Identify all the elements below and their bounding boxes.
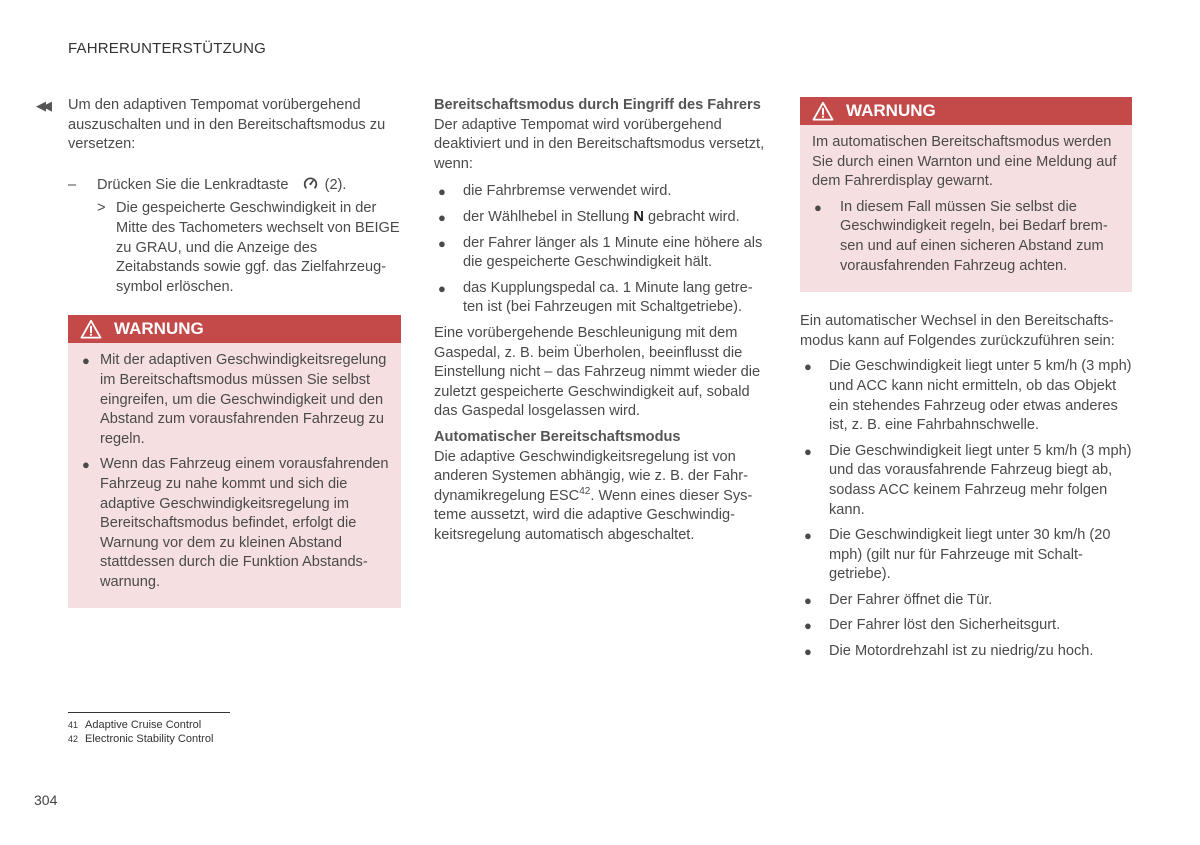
result-text: Die gespeicherte Geschwindigkeit in der Mitte des Tachometers wechselt von BEIGE zu GRAU, und die Anzeige des Zeitabstands sowie ggf. das Zielfahrzeugsymbol erlöschen. — [116, 200, 400, 295]
intro-paragraph: Um den adaptiven Tempomat vorübergehend auszuschalten und in den Bereitschaftsmodus zu versetzen: — [68, 97, 386, 153]
footnote-ref[interactable]: 42 — [579, 485, 591, 497]
list-item: ● Die Geschwindigkeit liegt unter 30 km/h (20 mph) (gilt nur für Fahrzeuge mit Schaltgetriebe). — [804, 527, 1111, 583]
warning-header — [800, 97, 1132, 125]
footnote: 41 Adaptive Cruise Control — [68, 719, 202, 731]
page-header: FAHRERUNTERSTÜTZUNG — [68, 40, 266, 57]
reason-list — [800, 357, 1132, 661]
bullet-icon: ● — [82, 457, 90, 473]
warning-triangle-icon — [80, 319, 102, 339]
paragraph: Eine vorübergehende Beschleunigung mit dem Gaspedal, z. B. beim Überholen, beeinflusst die Einstellung nicht – das Fahrzeug nimmt wieder die zuletzt gespeicherte Geschwindigkeit auf, sobald das Gaspedal losgelassen wird. — [434, 324, 761, 420]
gear-position-n: N — [633, 208, 644, 225]
warning-list — [80, 351, 391, 592]
step-text: Drücken Sie die Lenkradtaste — [97, 176, 289, 193]
continued-marker: ◀◀ — [36, 98, 48, 113]
paragraph: Ein automatischer Wechsel in den Bereitschaftsmodus kann auf Folgendes zurückzuführen sein: — [800, 313, 1115, 349]
warning-title: WARNUNG — [846, 101, 936, 120]
list-item: ● Die Geschwindigkeit liegt unter 5 km/h (3 mph) und das vorausfahrende Fahrzeug biegt ab, sodass ACC keinem Fahrzeug mehr folgen kann. — [804, 442, 1132, 518]
list-item: ● Der Fahrer löst den Sicherheitsgurt. — [800, 616, 1132, 636]
step-reference: (2). — [324, 176, 347, 193]
bullet-icon: ● — [438, 235, 446, 251]
bullet-icon: ● — [438, 184, 446, 200]
list-item: ● Mit der adaptiven Geschwindigkeitsregelung im Bereitschaftsmodus müssen Sie selbst eingreifen, um die Geschwindigkeit und den Abstand zum vorausfahrenden Fahrzeug zu regeln. — [82, 352, 387, 447]
warning-header — [68, 315, 401, 343]
bullet-icon: ● — [804, 618, 812, 634]
column-3 — [800, 96, 1132, 668]
warning-body — [800, 125, 1132, 276]
warning-body — [68, 343, 401, 592]
list-item: ● das Kupplungspedal ca. 1 Minute lang getreten ist (bei Fahrzeugen mit Schaltgetriebe). — [438, 279, 753, 316]
list-item: ● Die Motordrehzahl ist zu niedrig/zu hoch. — [800, 642, 1132, 662]
list-item: ● Die Geschwindigkeit liegt unter 5 km/h (3 mph) und ACC kann nicht ermitteln, ob das Objekt ein stehendes Fahrzeug oder etwas anderes ist, z. B. eine Fahrbahnschwelle. — [804, 358, 1132, 434]
list-item: ● Der Fahrer öffnet die Tür. — [800, 591, 1132, 611]
result-marker: > — [97, 200, 106, 217]
bullet-icon: ● — [804, 644, 812, 660]
warning-box — [68, 315, 401, 608]
footnotes — [68, 712, 230, 746]
step-result — [68, 199, 401, 297]
warning-intro: Im automatischen Bereitschaftsmodus werden Sie durch einen Warnton und eine Meldung auf dem Fahrerdisplay gewarnt. — [812, 134, 1117, 190]
column-2 — [434, 96, 768, 545]
paragraph: Die adaptive Geschwindigkeitsregelung ist von anderen Systemen abhängig, wie z. B. der Fahrdynamikregelung ESC$^{42}$. Wenn eines dieser Systeme aussetzt, wird die adaptive Geschwindigkeitsregelung automatisch abgeschaltet. — [434, 448, 753, 543]
condition-list — [434, 182, 768, 318]
bullet-icon: ● — [438, 280, 446, 296]
instruction-step — [68, 176, 401, 196]
section-heading: Bereitschaftsmodus durch Eingriff des Fahrers — [434, 97, 761, 113]
section-heading: Automatischer Bereitschaftsmodus — [434, 428, 681, 445]
steering-wheel-button-icon — [303, 176, 318, 191]
footnote: 42 Electronic Stability Control — [68, 733, 214, 745]
list-item: ● der Wählhebel in Stellung N gebracht wird. — [434, 208, 768, 228]
paragraph: Der adaptive Tempomat wird vorübergehend deaktiviert und in den Bereitschaftsmodus versetzt, wenn: — [434, 116, 765, 172]
warning-triangle-icon — [812, 101, 834, 121]
bullet-icon: ● — [814, 199, 822, 215]
bullet-icon: ● — [804, 592, 812, 608]
list-item: ● Wenn das Fahrzeug einem vorausfahrenden Fahrzeug zu nahe kommt und sich die adaptive Geschwindigkeitsregelung im Bereitschaftsmodus befindet, erfolgt die Warnung vor dem zu kleinen Abstand stattdessen durch die Funktion Abstandswarnung. — [82, 456, 389, 590]
list-item: ● die Fahrbremse verwendet wird. — [434, 182, 768, 202]
column-1 — [36, 96, 401, 608]
warning-list — [812, 198, 1122, 276]
list-item: ● In diesem Fall müssen Sie selbst die Geschwindigkeit regeln, bei Bedarf bremsen und auf einen sicheren Abstand zum vorausfahrenden Fahrzeug achten. — [814, 198, 1108, 274]
bullet-icon: ● — [804, 443, 812, 459]
page-number: 304 — [34, 792, 58, 808]
warning-title: WARNUNG — [114, 319, 204, 339]
bullet-icon: ● — [804, 359, 812, 375]
warning-box — [800, 97, 1132, 292]
bullet-icon: ● — [438, 209, 446, 225]
bullet-icon: ● — [82, 353, 90, 369]
list-item: ● der Fahrer länger als 1 Minute eine höhere als die gespeicherte Geschwindigkeit hält. — [438, 234, 763, 271]
step-marker: – — [68, 176, 77, 193]
bullet-icon: ● — [804, 528, 812, 544]
